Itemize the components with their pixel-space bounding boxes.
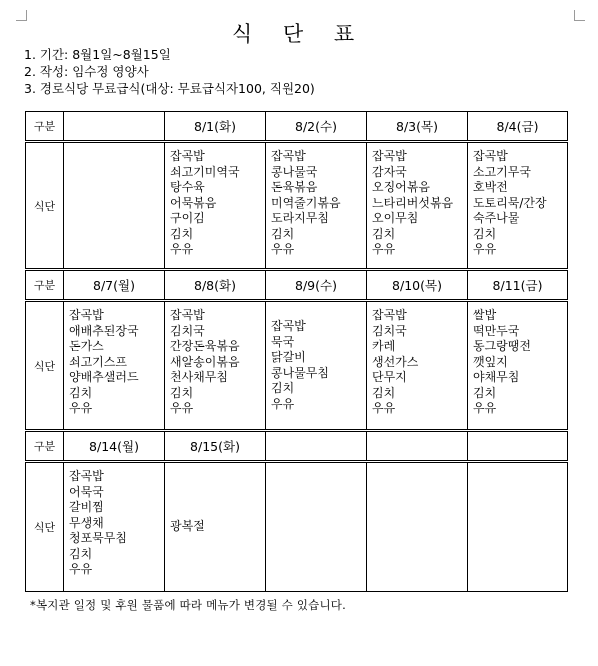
day-menu-cell [266, 301, 367, 431]
menu-item: 우유 [372, 242, 396, 256]
menu-table-body [26, 112, 568, 592]
menu-item: 호박전 [473, 180, 508, 194]
date-cell: 8/4(금) [468, 112, 568, 142]
menu-item: 애배추된장국 [69, 323, 139, 338]
menu-table [25, 111, 568, 592]
menu-item: 어묵볶음 [170, 195, 217, 210]
menu-item: 숙주나물 [473, 211, 520, 225]
info-target [24, 80, 315, 97]
menu-item: 잡곡밥 [69, 469, 104, 483]
menu-item: 묵국 [271, 334, 295, 349]
info-period-text: 1. 기간: 8월1일~8월15일 [24, 47, 171, 62]
menu-item: 닭갈비 [271, 350, 306, 364]
menu-item: 우유 [372, 401, 396, 415]
menu-item: 김치 [372, 385, 396, 400]
info-author [24, 63, 315, 80]
day-menu-cell [165, 142, 266, 270]
menu-item: 간장돈육볶음 [170, 339, 240, 353]
date-cell: 8/10(목) [367, 270, 468, 301]
day-menu-cell [165, 462, 266, 592]
menu-item: 김치 [473, 385, 497, 400]
date-header-row [26, 112, 568, 142]
menu-item: 잡곡밥 [69, 308, 104, 322]
document-info [24, 46, 315, 97]
date-cell: 8/1(화) [165, 112, 266, 142]
menu-item: 쌀밥 [473, 308, 497, 322]
day-menu-cell [468, 462, 568, 592]
menu-item: 무생채 [69, 515, 104, 530]
menu-item: 잡곡밥 [170, 308, 205, 322]
menu-item: 어묵국 [69, 484, 104, 499]
menu-item: 카레 [372, 339, 396, 353]
menu-item: 김치 [69, 385, 93, 400]
menu-item: 양배추샐러드 [69, 370, 139, 384]
menu-item: 김치 [69, 546, 93, 561]
menu-item: 잡곡밥 [473, 149, 508, 163]
menu-item: 우유 [271, 396, 295, 411]
header-label-cell: 구분 [26, 112, 64, 142]
day-menu-cell [367, 301, 468, 431]
menu-item: 갈비찜 [69, 500, 104, 514]
menu-item: 우유 [69, 562, 93, 576]
menu-item: 새알송이볶음 [170, 354, 240, 369]
menu-item: 소고기무국 [473, 164, 531, 179]
menu-item: 돈가스 [69, 339, 104, 353]
day-menu-cell [64, 142, 165, 270]
menu-item: 도라지무침 [271, 211, 329, 225]
menu-item: 잡곡밥 [372, 308, 407, 322]
date-cell [64, 112, 165, 142]
menu-row [26, 462, 568, 592]
menu-item: 감자국 [372, 164, 407, 179]
menu-item: 잡곡밥 [271, 319, 306, 333]
date-header-row [26, 431, 568, 462]
day-menu-cell [266, 142, 367, 270]
menu-row [26, 301, 568, 431]
day-menu-cell [367, 462, 468, 592]
menu-item: 청포묵무침 [69, 531, 127, 545]
header-label-cell: 구분 [26, 270, 64, 301]
menu-item: 오징어볶음 [372, 180, 430, 194]
date-cell: 8/2(수) [266, 112, 367, 142]
menu-item: 잡곡밥 [372, 149, 407, 163]
info-author-text: 2. 작성: 임수정 영양사 [24, 64, 149, 79]
info-period [24, 46, 315, 63]
meal-label-cell: 식단 [26, 301, 64, 431]
day-menu-cell [468, 301, 568, 431]
menu-item: 동그랑땡전 [473, 339, 531, 353]
menu-row [26, 142, 568, 270]
date-cell: 8/9(수) [266, 270, 367, 301]
menu-item: 우유 [69, 401, 93, 415]
menu-item: 느타리버섯볶음 [372, 195, 454, 210]
document-title: 식 단 표 [231, 22, 367, 46]
menu-item: 김치 [170, 226, 194, 241]
menu-item: 잡곡밥 [271, 149, 306, 163]
date-cell [468, 431, 568, 462]
header-label-cell: 구분 [26, 431, 64, 462]
date-cell [367, 431, 468, 462]
day-menu-cell [165, 301, 266, 431]
menu-item: 김치 [271, 381, 295, 395]
date-cell: 8/3(목) [367, 112, 468, 142]
menu-item: 도토리묵/간장 [473, 195, 547, 210]
info-target-text: 3. 경로식당 무료급식(대상: 무료급식자100, 직원20) [24, 81, 315, 96]
menu-item: 광복절 [170, 519, 205, 534]
menu-item: 김치 [473, 226, 497, 241]
menu-change-note: *복지관 일정 및 후원 물품에 따라 메뉴가 변경될 수 있습니다. [30, 598, 346, 612]
menu-item: 야채무침 [473, 370, 520, 384]
menu-item: 천사채무침 [170, 370, 228, 384]
menu-item: 오이무침 [372, 211, 419, 225]
date-cell: 8/8(화) [165, 270, 266, 301]
menu-item: 우유 [271, 242, 295, 256]
date-header-row [26, 270, 568, 301]
menu-item: 쇠고기스프 [69, 354, 127, 369]
menu-item: 단무지 [372, 370, 407, 384]
date-cell: 8/15(화) [165, 431, 266, 462]
meal-label-cell: 식단 [26, 462, 64, 592]
meal-label-cell: 식단 [26, 142, 64, 270]
menu-item: 탕수육 [170, 180, 205, 194]
menu-item: 김치국 [372, 323, 407, 338]
menu-item: 우유 [170, 401, 194, 415]
day-menu-cell [64, 301, 165, 431]
menu-item: 김치 [271, 226, 295, 241]
menu-item: 떡만두국 [473, 323, 520, 338]
menu-item: 미역줄기볶음 [271, 195, 341, 210]
day-menu-cell [266, 462, 367, 592]
date-cell: 8/7(월) [64, 270, 165, 301]
menu-item: 생선가스 [372, 354, 419, 369]
menu-item: 우유 [473, 401, 497, 415]
date-cell: 8/14(월) [64, 431, 165, 462]
menu-item: 잡곡밥 [170, 149, 205, 163]
menu-item: 김치 [170, 385, 194, 400]
menu-item: 우유 [473, 242, 497, 256]
menu-item: 김치 [372, 226, 396, 241]
menu-item: 콩나물국 [271, 164, 318, 179]
menu-item: 돈육볶음 [271, 180, 318, 194]
menu-item: 김치국 [170, 323, 205, 338]
menu-item: 우유 [170, 242, 194, 256]
menu-item: 콩나물무침 [271, 365, 329, 380]
date-cell: 8/11(금) [468, 270, 568, 301]
day-menu-cell [64, 462, 165, 592]
menu-item: 쇠고기미역국 [170, 164, 240, 179]
menu-item: 구이김 [170, 211, 205, 225]
day-menu-cell [367, 142, 468, 270]
date-cell [266, 431, 367, 462]
day-menu-cell [468, 142, 568, 270]
menu-item: 깻잎지 [473, 354, 508, 369]
